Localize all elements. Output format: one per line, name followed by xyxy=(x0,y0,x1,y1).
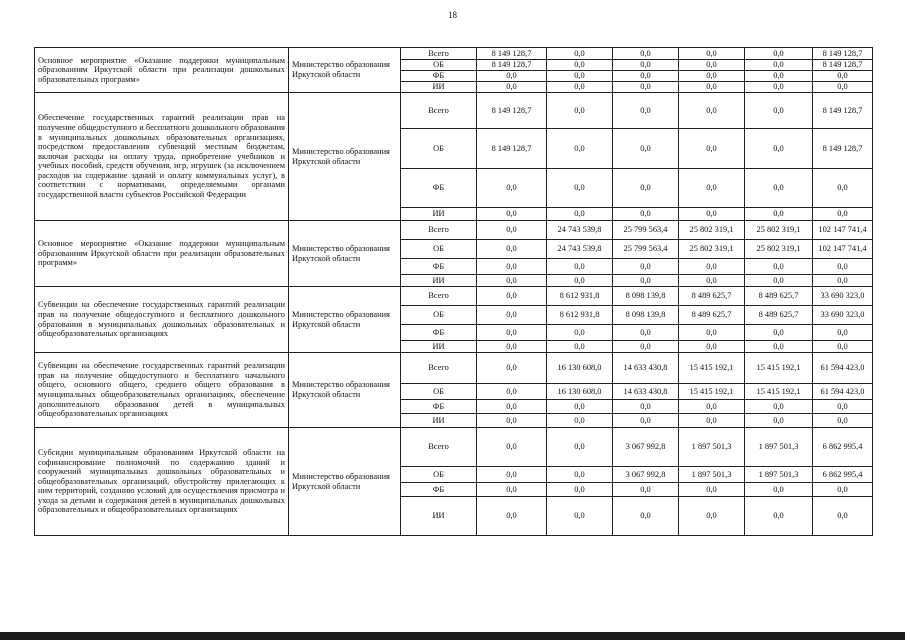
funding-source: ИИ xyxy=(401,497,477,536)
amount-cell: 8 489 625,7 xyxy=(679,306,745,325)
amount-cell: 0,0 xyxy=(679,497,745,536)
amount-cell: 8 149 128,7 xyxy=(477,129,547,169)
funding-source: Всего xyxy=(401,428,477,467)
amount-cell: 24 743 539,8 xyxy=(547,240,613,259)
funding-source: Всего xyxy=(401,48,477,60)
amount-cell: 0,0 xyxy=(745,400,813,414)
amount-cell: 0,0 xyxy=(679,48,745,60)
amount-cell: 14 633 430,8 xyxy=(613,353,679,384)
amount-cell: 0,0 xyxy=(477,82,547,93)
amount-cell: 8 098 139,8 xyxy=(613,306,679,325)
amount-cell: 0,0 xyxy=(547,82,613,93)
amount-cell: 0,0 xyxy=(477,71,547,82)
amount-cell: 0,0 xyxy=(613,82,679,93)
responsible-organization: Министерство образования Иркутской области xyxy=(289,428,401,536)
amount-cell: 0,0 xyxy=(813,169,873,208)
amount-cell: 0,0 xyxy=(477,325,547,341)
table-row xyxy=(35,221,873,240)
measure-description: Субвенции на обеспечение государственных гарантий реализации прав на получение общедоступного и бесплатного начального общего, основного общего, среднего общего образования в муниципальных общеобразовательных организациях, обеспечение дополнительного образования детей в муниципальных общеобразовательных организациях xyxy=(35,353,289,428)
amount-cell: 0,0 xyxy=(477,384,547,400)
amount-cell: 0,0 xyxy=(679,275,745,287)
amount-cell: 0,0 xyxy=(745,82,813,93)
amount-cell: 0,0 xyxy=(745,275,813,287)
amount-cell: 8 149 128,7 xyxy=(813,129,873,169)
amount-cell: 102 147 741,4 xyxy=(813,221,873,240)
amount-cell: 0,0 xyxy=(813,497,873,536)
amount-cell: 8 612 931,8 xyxy=(547,287,613,306)
funding-source: ФБ xyxy=(401,169,477,208)
amount-cell: 0,0 xyxy=(679,93,745,129)
amount-cell: 0,0 xyxy=(547,208,613,221)
amount-cell: 0,0 xyxy=(679,483,745,497)
budget-table xyxy=(34,47,873,536)
amount-cell: 0,0 xyxy=(613,48,679,60)
amount-cell: 15 415 192,1 xyxy=(745,353,813,384)
measure-description: Основное мероприятие «Оказание поддержки муниципальным образованиям Иркутской области при реализации образовательных программ» xyxy=(35,221,289,287)
amount-cell: 3 067 992,8 xyxy=(613,467,679,483)
amount-cell: 8 489 625,7 xyxy=(745,306,813,325)
amount-cell: 0,0 xyxy=(613,208,679,221)
amount-cell: 0,0 xyxy=(477,483,547,497)
amount-cell: 0,0 xyxy=(745,497,813,536)
amount-cell: 0,0 xyxy=(613,497,679,536)
amount-cell: 0,0 xyxy=(613,93,679,129)
amount-cell: 0,0 xyxy=(477,497,547,536)
amount-cell: 0,0 xyxy=(813,71,873,82)
amount-cell: 0,0 xyxy=(547,400,613,414)
funding-source: ИИ xyxy=(401,341,477,353)
amount-cell: 0,0 xyxy=(679,325,745,341)
amount-cell: 25 802 319,1 xyxy=(745,240,813,259)
amount-cell: 0,0 xyxy=(477,259,547,275)
amount-cell: 0,0 xyxy=(745,129,813,169)
amount-cell: 0,0 xyxy=(745,414,813,428)
funding-source: ИИ xyxy=(401,414,477,428)
amount-cell: 0,0 xyxy=(813,400,873,414)
amount-cell: 0,0 xyxy=(745,93,813,129)
table-row xyxy=(35,93,873,129)
funding-source: Всего xyxy=(401,93,477,129)
amount-cell: 0,0 xyxy=(613,129,679,169)
amount-cell: 1 897 501,3 xyxy=(745,428,813,467)
amount-cell: 61 594 423,0 xyxy=(813,353,873,384)
amount-cell: 0,0 xyxy=(679,341,745,353)
amount-cell: 0,0 xyxy=(813,275,873,287)
amount-cell: 0,0 xyxy=(547,93,613,129)
amount-cell: 8 149 128,7 xyxy=(477,48,547,60)
amount-cell: 0,0 xyxy=(547,259,613,275)
amount-cell: 15 415 192,1 xyxy=(679,353,745,384)
funding-source: ФБ xyxy=(401,259,477,275)
amount-cell: 0,0 xyxy=(547,60,613,71)
amount-cell: 0,0 xyxy=(613,60,679,71)
amount-cell: 8 149 128,7 xyxy=(477,60,547,71)
amount-cell: 0,0 xyxy=(679,208,745,221)
amount-cell: 0,0 xyxy=(679,414,745,428)
amount-cell: 0,0 xyxy=(477,240,547,259)
amount-cell: 0,0 xyxy=(547,71,613,82)
funding-source: ФБ xyxy=(401,71,477,82)
amount-cell: 15 415 192,1 xyxy=(679,384,745,400)
funding-source: ОБ xyxy=(401,240,477,259)
amount-cell: 8 149 128,7 xyxy=(477,93,547,129)
amount-cell: 8 489 625,7 xyxy=(679,287,745,306)
amount-cell: 102 147 741,4 xyxy=(813,240,873,259)
amount-cell: 0,0 xyxy=(745,60,813,71)
amount-cell: 24 743 539,8 xyxy=(547,221,613,240)
funding-source: ОБ xyxy=(401,129,477,169)
amount-cell: 0,0 xyxy=(679,60,745,71)
amount-cell: 0,0 xyxy=(679,169,745,208)
amount-cell: 33 690 323,0 xyxy=(813,306,873,325)
amount-cell: 0,0 xyxy=(813,259,873,275)
funding-source: ФБ xyxy=(401,400,477,414)
amount-cell: 25 802 319,1 xyxy=(745,221,813,240)
amount-cell: 8 098 139,8 xyxy=(613,287,679,306)
amount-cell: 8 149 128,7 xyxy=(813,60,873,71)
funding-source: ФБ xyxy=(401,325,477,341)
amount-cell: 25 802 319,1 xyxy=(679,240,745,259)
responsible-organization: Министерство образования Иркутской области xyxy=(289,48,401,93)
measure-description: Субсидии муниципальным образованиям Иркутской области на софинансирование полномочий по содержанию зданий и сооружений муниципальных дошкольных образовательных и общеобразовательных организаций, обустройству прилегающих к ним территорий, созданию условий для осуществления присмотра и ухода за детьми и содержания детей в муниципальных дошкольных образовательных и общеобразовательных организациях xyxy=(35,428,289,536)
amount-cell: 8 612 931,8 xyxy=(547,306,613,325)
table-row xyxy=(35,353,873,384)
amount-cell: 0,0 xyxy=(613,71,679,82)
responsible-organization: Министерство образования Иркутской области xyxy=(289,221,401,287)
amount-cell: 0,0 xyxy=(477,221,547,240)
responsible-organization: Министерство образования Иркутской области xyxy=(289,287,401,353)
amount-cell: 25 799 563,4 xyxy=(613,221,679,240)
amount-cell: 0,0 xyxy=(477,208,547,221)
amount-cell: 8 149 128,7 xyxy=(813,48,873,60)
amount-cell: 0,0 xyxy=(477,428,547,467)
amount-cell: 0,0 xyxy=(613,259,679,275)
amount-cell: 0,0 xyxy=(477,467,547,483)
amount-cell: 0,0 xyxy=(813,341,873,353)
amount-cell: 33 690 323,0 xyxy=(813,287,873,306)
amount-cell: 15 415 192,1 xyxy=(745,384,813,400)
amount-cell: 0,0 xyxy=(613,414,679,428)
amount-cell: 0,0 xyxy=(679,82,745,93)
funding-source: ИИ xyxy=(401,275,477,287)
amount-cell: 0,0 xyxy=(813,483,873,497)
funding-source: Всего xyxy=(401,221,477,240)
amount-cell: 0,0 xyxy=(613,483,679,497)
amount-cell: 0,0 xyxy=(745,48,813,60)
table-row xyxy=(35,428,873,467)
amount-cell: 1 897 501,3 xyxy=(679,467,745,483)
page-number: 18 xyxy=(448,10,457,20)
amount-cell: 25 802 319,1 xyxy=(679,221,745,240)
amount-cell: 3 067 992,8 xyxy=(613,428,679,467)
funding-source: ОБ xyxy=(401,384,477,400)
amount-cell: 0,0 xyxy=(813,208,873,221)
amount-cell: 0,0 xyxy=(547,483,613,497)
funding-source: ИИ xyxy=(401,82,477,93)
amount-cell: 16 130 608,0 xyxy=(547,353,613,384)
amount-cell: 6 862 995,4 xyxy=(813,428,873,467)
amount-cell: 8 149 128,7 xyxy=(813,93,873,129)
amount-cell: 0,0 xyxy=(679,259,745,275)
amount-cell: 0,0 xyxy=(813,82,873,93)
funding-source: ОБ xyxy=(401,306,477,325)
table-row xyxy=(35,48,873,60)
amount-cell: 0,0 xyxy=(745,71,813,82)
amount-cell: 0,0 xyxy=(745,208,813,221)
funding-source: ИИ xyxy=(401,208,477,221)
table-row xyxy=(35,287,873,306)
amount-cell: 0,0 xyxy=(547,414,613,428)
amount-cell: 16 130 608,0 xyxy=(547,384,613,400)
amount-cell: 61 594 423,0 xyxy=(813,384,873,400)
amount-cell: 0,0 xyxy=(477,414,547,428)
amount-cell: 0,0 xyxy=(547,341,613,353)
amount-cell: 0,0 xyxy=(477,306,547,325)
amount-cell: 25 799 563,4 xyxy=(613,240,679,259)
amount-cell: 0,0 xyxy=(547,169,613,208)
amount-cell: 0,0 xyxy=(477,400,547,414)
amount-cell: 0,0 xyxy=(547,428,613,467)
amount-cell: 14 633 430,8 xyxy=(613,384,679,400)
amount-cell: 0,0 xyxy=(477,287,547,306)
funding-source: ОБ xyxy=(401,60,477,71)
amount-cell: 0,0 xyxy=(547,48,613,60)
amount-cell: 0,0 xyxy=(547,325,613,341)
amount-cell: 0,0 xyxy=(613,275,679,287)
scan-bottom-band xyxy=(0,632,905,640)
funding-source: Всего xyxy=(401,287,477,306)
amount-cell: 0,0 xyxy=(477,275,547,287)
amount-cell: 0,0 xyxy=(679,400,745,414)
responsible-organization: Министерство образования Иркутской области xyxy=(289,353,401,428)
measure-description: Субвенции на обеспечение государственных гарантий реализации прав на получение общедоступного и бесплатного дошкольного образования в муниципальных дошкольных образовательных и общеобразовательных организациях xyxy=(35,287,289,353)
amount-cell: 8 489 625,7 xyxy=(745,287,813,306)
amount-cell: 0,0 xyxy=(477,353,547,384)
amount-cell: 1 897 501,3 xyxy=(745,467,813,483)
amount-cell: 0,0 xyxy=(745,325,813,341)
amount-cell: 0,0 xyxy=(547,129,613,169)
amount-cell: 0,0 xyxy=(547,497,613,536)
amount-cell: 0,0 xyxy=(613,400,679,414)
amount-cell: 0,0 xyxy=(613,325,679,341)
amount-cell: 0,0 xyxy=(813,325,873,341)
amount-cell: 0,0 xyxy=(679,71,745,82)
funding-source: Всего xyxy=(401,353,477,384)
amount-cell: 0,0 xyxy=(745,341,813,353)
amount-cell: 0,0 xyxy=(547,467,613,483)
amount-cell: 0,0 xyxy=(745,259,813,275)
funding-source: ФБ xyxy=(401,483,477,497)
amount-cell: 0,0 xyxy=(745,483,813,497)
amount-cell: 0,0 xyxy=(613,169,679,208)
amount-cell: 0,0 xyxy=(547,275,613,287)
amount-cell: 6 862 995,4 xyxy=(813,467,873,483)
amount-cell: 1 897 501,3 xyxy=(679,428,745,467)
amount-cell: 0,0 xyxy=(477,169,547,208)
amount-cell: 0,0 xyxy=(745,169,813,208)
measure-description: Обеспечение государственных гарантий реализации прав на получение общедоступного и бесплатного дошкольного образования в муниципальных дошкольных образовательных организациях, посредством предоставления субвенций местным бюджетам, включая расходы на оплату труда, приобретение учебников и учебных пособий, средств обучения, игр, игрушек (за исключением расходов на содержание зданий и оплату коммунальных услуг), в соответствии с нормативами, определяемыми органами государственной власти субъектов Российской Федерации xyxy=(35,93,289,221)
amount-cell: 0,0 xyxy=(613,341,679,353)
responsible-organization: Министерство образования Иркутской области xyxy=(289,93,401,221)
amount-cell: 0,0 xyxy=(679,129,745,169)
measure-description: Основное мероприятие «Оказание поддержки муниципальным образованиям Иркутской области при реализации дошкольных образовательных программ» xyxy=(35,48,289,93)
amount-cell: 0,0 xyxy=(813,414,873,428)
funding-source: ОБ xyxy=(401,467,477,483)
amount-cell: 0,0 xyxy=(477,341,547,353)
